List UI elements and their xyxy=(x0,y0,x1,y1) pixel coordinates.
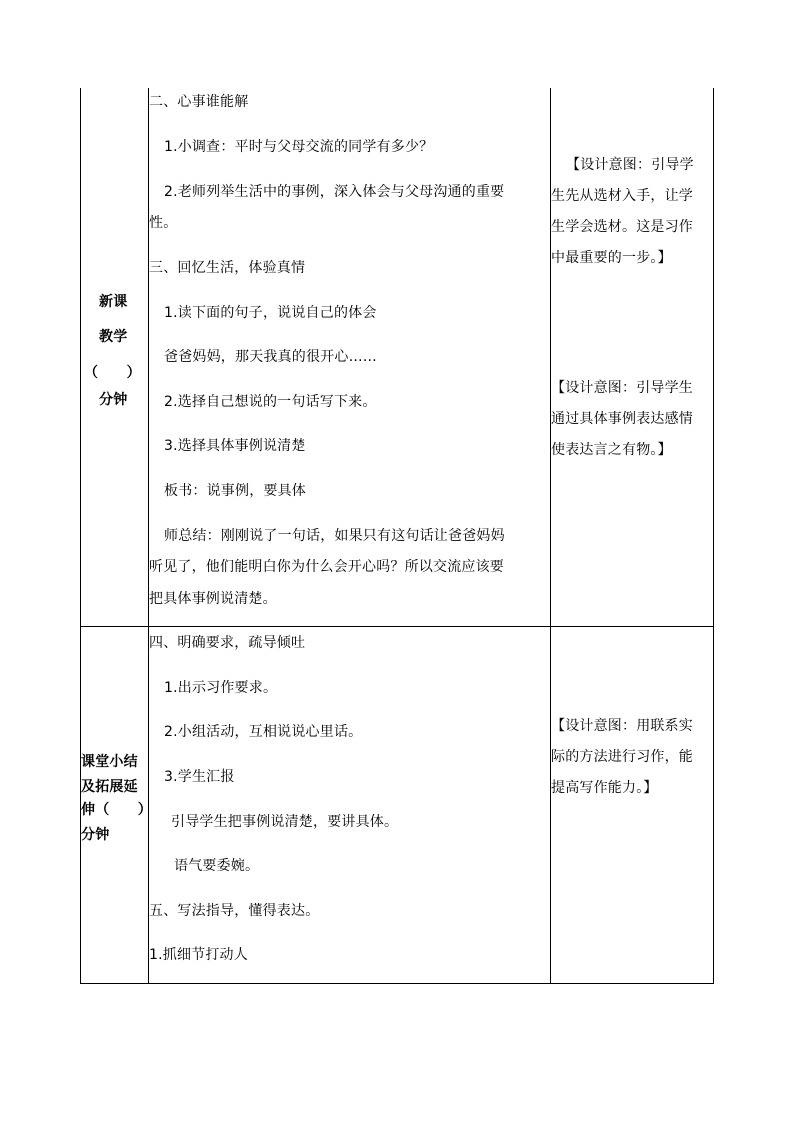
design-intent-1-line2: 生先从选材入手，让学 xyxy=(551,188,693,204)
board-note: 板书：说事例，要具体 xyxy=(164,483,306,499)
table-bottom-border xyxy=(80,983,714,984)
design-intent-3-line2: 际的方法进行习作，能 xyxy=(551,749,693,765)
row2-label-line4: 分钟 xyxy=(81,827,110,843)
row2-label-line3: 伸（ ） xyxy=(81,802,152,818)
heading-2: 二、心事谁能解 xyxy=(149,94,249,110)
row2-label-line1: 课堂小结 xyxy=(81,754,138,770)
design-intent-1-line4: 中最重要的一步。】 xyxy=(551,250,672,266)
table-right-border xyxy=(713,88,714,984)
design-intent-3-line3: 提高写作能力。】 xyxy=(551,780,658,796)
item-2-2-line2: 性。 xyxy=(149,215,178,231)
design-intent-2-line3: 使表达言之有物。】 xyxy=(551,442,672,458)
design-intent-2-line1: 【设计意图：引导学生 xyxy=(551,380,693,396)
row1-label-line1: 新课 xyxy=(99,294,128,310)
item-4-1: 1.出示习作要求。 xyxy=(164,680,278,696)
heading-4: 四、明确要求，疏导倾吐 xyxy=(149,635,306,651)
design-intent-1-line3: 生学会选材。这是习作 xyxy=(551,219,693,235)
item-3-1: 1.读下面的句子，说说自己的体会 xyxy=(164,305,377,321)
teacher-summary-line1: 师总结：刚刚说了一句话，如果只有这句话让爸爸妈妈 xyxy=(164,528,505,544)
item-3-quote: 爸爸妈妈，那天我真的很开心…… xyxy=(164,349,377,365)
design-intent-2-line2: 通过具体事例表达感情 xyxy=(551,411,693,427)
teacher-summary-line3: 把具体事例说清楚。 xyxy=(149,591,277,607)
tone-text: 语气要委婉。 xyxy=(174,858,260,874)
heading-5: 五、写法指导，懂得表达。 xyxy=(149,903,320,919)
item-2-2-line1: 2.老师列举生活中的事例，深入体会与父母沟通的重要 xyxy=(164,184,505,200)
row1-label-line3: （ ） xyxy=(84,365,141,381)
item-2-1: 1.小调查：平时与父母交流的同学有多少？ xyxy=(164,139,434,155)
item-3-3: 3.选择具体事例说清楚 xyxy=(164,438,306,454)
item-5-1: 1.抓细节打动人 xyxy=(149,947,248,963)
item-4-3: 3.学生汇报 xyxy=(164,769,235,785)
table-left-border xyxy=(80,88,81,984)
teacher-summary-line2: 听见了，他们能明白你为什么会开心吗？所以交流应该要 xyxy=(149,559,504,575)
table-row-divider xyxy=(80,626,714,627)
design-intent-3-line1: 【设计意图：用联系实 xyxy=(551,718,693,734)
row1-label-line2: 教学 xyxy=(99,329,128,345)
row2-label-line2: 及拓展延 xyxy=(81,779,138,795)
item-4-2: 2.小组活动，互相说说心里话。 xyxy=(164,724,363,740)
guide-text: 引导学生把事例说清楚，要讲具体。 xyxy=(171,814,399,830)
row1-label-line4: 分钟 xyxy=(99,392,128,408)
design-intent-1-line1: 【设计意图：引导学 xyxy=(566,157,694,173)
item-3-2: 2.选择自己想说的一句话写下来。 xyxy=(164,394,377,410)
heading-3: 三、回忆生活，体验真情 xyxy=(149,260,306,276)
